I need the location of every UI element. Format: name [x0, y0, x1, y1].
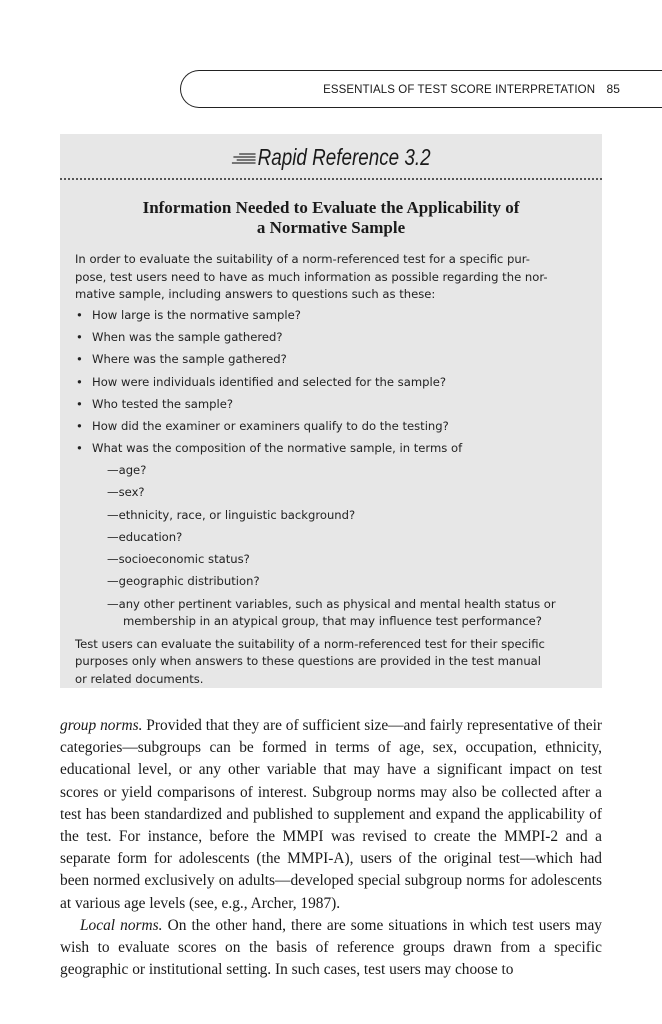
closing-line: Test users can evaluate the suitability of a norm-referenced test for their specific — [75, 636, 545, 651]
question-text: What was the composition of the normative sample, in terms of — [92, 441, 463, 456]
question-item: • How did the examiner or examiners qualify to do the testing? — [75, 418, 586, 436]
question-item — [75, 440, 586, 630]
running-header — [180, 70, 662, 108]
composition-item: —socioeconomic status? — [107, 552, 250, 567]
body-paragraph — [60, 915, 602, 982]
paragraph-text: On the other hand, there are some situations in which test users may wish to evaluate scores on the basis of reference groups drawn from a specific geographic or institutional setting. In such cases, test users may choose to — [60, 916, 602, 979]
body-text — [60, 715, 602, 981]
question-item: • When was the sample gathered? — [75, 329, 586, 347]
composition-item-line: membership in an atypical group, that may influence test performance? — [123, 614, 542, 629]
rapid-reference-heading — [109, 144, 553, 171]
running-header-title: ESSENTIALS OF TEST SCORE INTERPRETATION — [323, 84, 596, 96]
composition-item: —age? — [107, 463, 147, 478]
intro-paragraph — [75, 251, 586, 304]
box-title — [80, 198, 582, 238]
speed-lines-icon — [231, 151, 256, 167]
term-group-norms: group norms. — [60, 717, 143, 734]
running-header-text — [323, 82, 620, 96]
question-item: • How large is the normative sample? — [75, 307, 586, 325]
closing-line: purposes only when answers to these questions are provided in the test manual — [75, 654, 542, 669]
closing-paragraph — [75, 636, 586, 689]
rapid-reference-box — [60, 134, 602, 688]
question-item: • Who tested the sample? — [75, 396, 586, 414]
composition-item: —education? — [107, 529, 183, 544]
body-paragraph — [60, 715, 602, 915]
question-list — [75, 307, 586, 631]
dotted-divider — [60, 178, 602, 180]
intro-line: In order to evaluate the suitability of a norm-referenced test for a specific pur- — [75, 252, 530, 266]
composition-item: —ethnicity, race, or linguistic background? — [107, 507, 356, 522]
intro-line: pose, test users need to have as much information as possible regarding the nor- — [75, 269, 548, 284]
box-body — [75, 251, 586, 688]
closing-line: or related documents. — [75, 671, 204, 686]
box-title-line-2: a Normative Sample — [256, 218, 406, 237]
composition-item-line: —any other pertinent variables, such as physical and mental health status or — [107, 596, 556, 611]
page-number: 85 — [606, 82, 620, 96]
composition-item: —geographic distribution? — [107, 574, 260, 589]
rapid-reference-label: Rapid Reference 3.2 — [257, 144, 431, 170]
question-item: • Where was the sample gathered? — [75, 351, 586, 369]
composition-item — [107, 596, 586, 631]
term-local-norms: Local norms. — [80, 916, 163, 934]
intro-line: mative sample, including answers to questions such as these: — [75, 287, 436, 302]
composition-list — [92, 462, 586, 631]
composition-item: —sex? — [107, 485, 145, 500]
paragraph-text: Provided that they are of sufficient size—and fairly representative of their categories—subgroups can be formed in terms of age, sex, occupation, ethnicity, educational level, or any other variable that may have a significant impact on test scores or yield comparisons of interest. Subgroup norms may also be collected after a test has been standardized and published to supplement and expand the applicability of the test. For instance, before the MMPI was revised to create the MMPI-2 and a separate form for adolescents (the MMPI-A), users of the original test—which had been normed exclusively on adults—developed special subgroup norms for adolescents at various age levels (see, e.g., Archer, 1987). — [60, 717, 602, 912]
box-title-line-1: Information Needed to Evaluate the Applicability of — [142, 198, 520, 217]
question-item: • How were individuals identified and selected for the sample? — [75, 374, 586, 392]
